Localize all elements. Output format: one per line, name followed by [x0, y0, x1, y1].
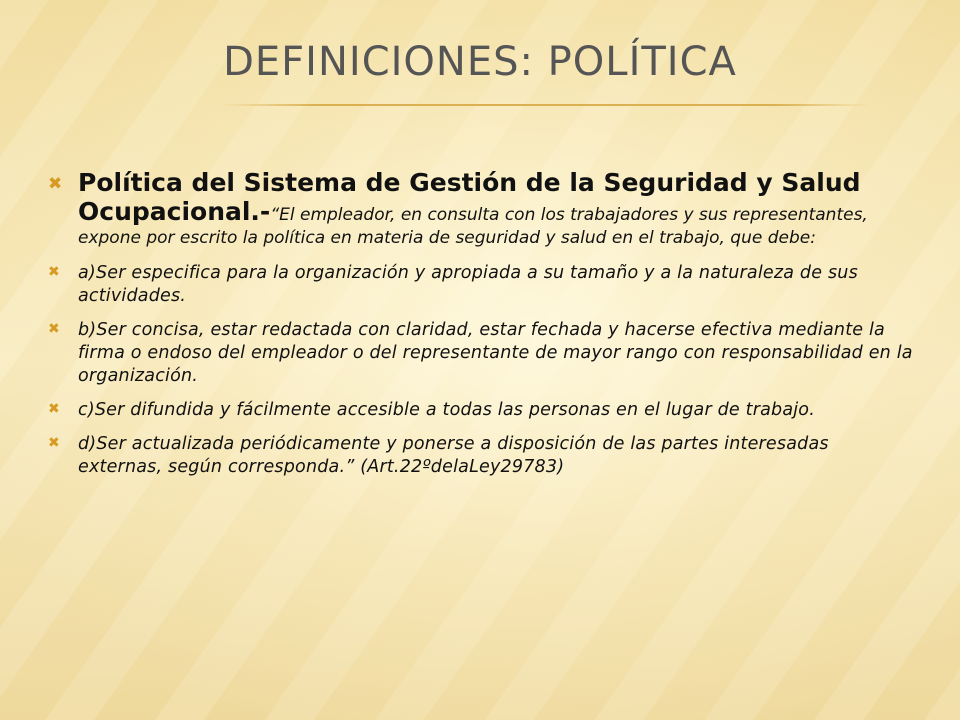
x-bullet-icon: ✖: [48, 435, 60, 451]
slide-content: [48, 168, 918, 490]
x-bullet-icon: ✖: [48, 401, 60, 417]
x-bullet-icon: ✖: [48, 174, 63, 194]
slide-title: DEFINICIONES: POLÍTICA: [223, 39, 737, 85]
x-bullet-icon: ✖: [48, 321, 60, 337]
policy-intro-text: “El empleador, en consulta con los trabajadores y sus representantes, expone por escrito la política en materia de seguridad y salud en el trabajo, que debe:: [78, 205, 868, 248]
list-item-text: d)Ser actualizada periódicamente y ponerse a disposición de las partes interesadas externas, según corresponda.” (Art.22ºdelaLey29783): [78, 434, 829, 477]
list-item-text: c)Ser difundida y fácilmente accesible a todas las personas en el lugar de trabajo.: [78, 400, 815, 420]
policy-heading: Política del Sistema de Gestión de la Seguridad y Salud Ocupacional.-: [78, 168, 861, 226]
main-bullet-item: [48, 168, 918, 250]
title-underline: [220, 104, 870, 106]
list-item: [48, 399, 918, 422]
list-item: [48, 319, 918, 388]
list-item: [48, 262, 918, 308]
list-item: [48, 433, 918, 479]
list-item-text: b)Ser concisa, estar redactada con claridad, estar fechada y hacerse efectiva mediante la firma o endoso del empleador o del representante de mayor rango con responsabilidad en la organización.: [78, 320, 913, 386]
x-bullet-icon: ✖: [48, 264, 60, 280]
list-item-text: a)Ser especifica para la organización y apropiada a su tamaño y a la naturaleza de sus actividades.: [78, 263, 858, 306]
